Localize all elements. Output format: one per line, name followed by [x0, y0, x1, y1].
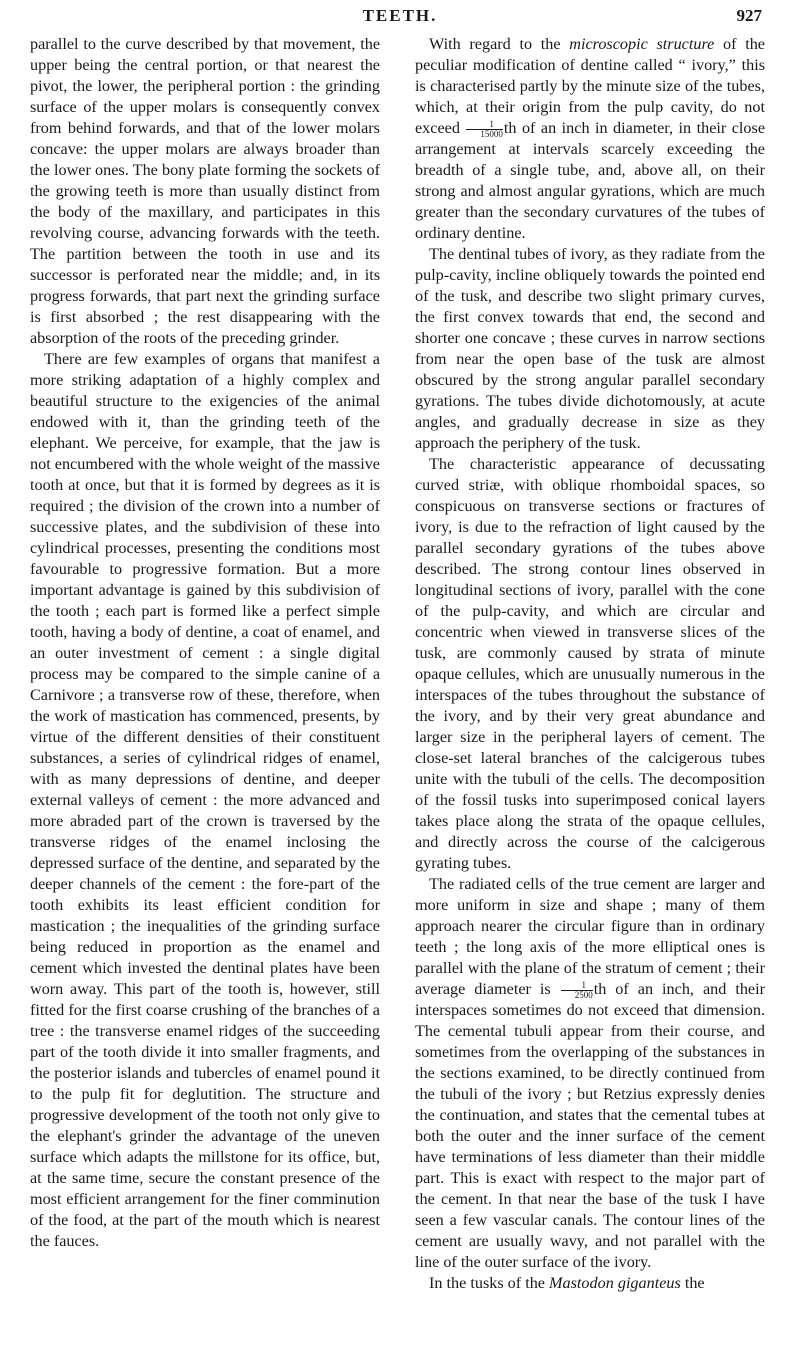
fraction-denominator: 15000: [480, 128, 503, 139]
paragraph-decussating-striae: The characteristic appearance of decussating curved striæ, with oblique rhomboidal spaces, so conspicuous on transverse sections or fractures of ivory, is due to the refraction of light caused by the parallel secondary gyrations of the tubes above described. The strong contour lines observed in longitudinal sections of ivory, parallel with the cone of the pulp-cavity, and which are circular and concentric when viewed in transverse slices of the tusk, are commonly caused by strata of minute opaque cellules, which are unusually numerous in the interspaces of the tubes throughout the substance of the ivory, and by their very great abundance and larger size in the peripheral layers of cement. The close-set lateral branches of the calcigerous tubes unite with the tubuli of the cells. The decomposition of the fossil tusks into superimposed conical layers takes place along the strata of the opaque cellules, and directly across the course of the calcigerous gyrating tubes.: [415, 455, 765, 872]
paragraph-ivory-microscopic: [415, 34, 765, 244]
fraction-numerator: 1: [466, 120, 503, 130]
italic-term: Mastodon giganteus: [549, 1274, 681, 1292]
paragraph-continued: parallel to the curve described by that movement, the upper being the central portion, or that nearest the pivot, the lower, the peripheral portion : the grinding surface of the upper molars is consequently convex from behind forwards, and that of the lower molars concave: the upper molars are always broader than the lower ones. The bony plate forming the sockets of the growing teeth is more than usually distinct from the body of the maxillary, and participates in this revolving course, advancing forwards with the teeth. The partition between the tooth in use and its successor is perforated near the middle; and, in its progress forwards, that part next the grinding surface is first absorbed ; the rest disappearing with the absorption of the roots of the preceding grinder.: [30, 35, 380, 347]
text-run: the: [680, 1274, 705, 1292]
ordinal-suffix: th: [593, 980, 607, 998]
text-run: With regard to the: [429, 35, 570, 53]
text-run: The radiated cells of the true cement are larger and more uniform in size and shape ; many of them approach nearer the circular figure than in ordinary teeth ; the long axis of the more elliptical ones is parallel with the plane of the stratum of cement ; their average diameter is: [415, 875, 765, 998]
text-run: of an inch, and their interspaces sometimes do not exceed that dimension. The cemental tubuli appear from their course, and sometimes from the overlapping of the substances in the sections examined, to be directly continued from the tubuli of the ivory ; but Retzius expressly denies the continuation, and states that the cemental tubes at both the outer and the inner surface of the cement have terminations of less diameter than their middle part. This is exact with respect to the major part of the cement. In that near the base of the tusk I have seen a few vascular canals. The contour lines of the cement are usually wavy, and not parallel with the line of the outer surface of the ivory.: [415, 980, 765, 1271]
text-run: of an inch in diameter, in their close arrangement at intervals scarcely exceeding the breadth of a single tube, and, above all, on their strong and almost angular gyrations, which are much greater than the secondary curvatures of the tubes of ordinary dentine.: [415, 119, 765, 242]
running-head-title: TEETH.: [362, 6, 438, 25]
fraction-numerator: 1: [561, 981, 593, 991]
text-run: In the tusks of the: [429, 1274, 550, 1292]
fraction: [561, 981, 593, 1000]
text-run: of the peculiar modification of dentine called “ ivory,” this is characterised partly by the minute size of the tubes, which, at their origin from the pulp cavity, do not exceed: [415, 35, 765, 137]
paragraph-mastodon: [415, 1273, 765, 1294]
page-number: 927: [736, 6, 762, 25]
left-column: [30, 34, 380, 1252]
ordinal-suffix: th: [503, 119, 517, 137]
italic-term: microscopic structure: [569, 35, 715, 53]
paragraph-dentinal-tubes: The dentinal tubes of ivory, as they radiate from the pulp-cavity, incline obliquely towards the pointed end of the tusk, and describe two slight primary curves, the first convex towards that end, the second and shorter one concave ; these curves in narrow sections from near the open base of the tusk are almost obscured by the strong angular parallel secondary gyrations. The tubes divide dichotomously, at acute angles, and gradually decrease in size as they approach the periphery of the tusk.: [415, 245, 765, 452]
right-column: [415, 34, 765, 1294]
paragraph-cement-cells: [415, 874, 765, 1273]
fraction-denominator: 2500: [574, 989, 593, 1000]
paragraph-elephant-grinders: There are few examples of organs that manifest a more striking adaptation of a highly complex and beautiful structure to the exigencies of the animal endowed with it, than the grinding teeth of the elephant. We perceive, for example, that the jaw is not encumbered with the whole weight of the massive tooth at once, but that it is formed by degrees as it is required ; the division of the crown into a number of successive plates, and the subdivision of these into cylindrical processes, presenting the conditions most favourable to progressive formation. But a more important advantage is gained by this subdivision of the tooth ; each part is formed like a perfect simple tooth, having a body of dentine, a coat of enamel, and an outer investment of cement : a single digital process may be compared to the simple canine of a Carnivore ; a transverse row of these, therefore, when the work of mastication has commenced, presents, by virtue of the different densities of their constituent substances, a series of cylindrical ridges of enamel, with as many depressions of dentine, and deeper external valleys of cement : the more advanced and more abraded part of the crown is traversed by the transverse ridges of the enamel inclosing the depressed surface of the dentine, and separated by the deeper channels of the cement : the fore-part of the tooth exhibits its least efficient condition for mastication ; the inequalities of the grinding surface being reduced in proportion as the enamel and cement which invested the dentinal plates have been worn away. This part of the tooth is, however, still fitted for the first coarse crushing of the branches of a tree : the transverse enamel ridges of the succeeding part of the tooth divide it into smaller fragments, and the posterior islands and tubercles of enamel pound it to the pulp fit for deglutition. The structure and progressive development of the tooth not only give to the elephant's grinder the advantage of the uneven surface which adapts the millstone for its office, but, at the same time, secure the constant presence of the most efficient arrangement for the finer comminution of the food, at the part of the mouth which is nearest the fauces.: [30, 350, 380, 1250]
fraction: [466, 120, 503, 139]
